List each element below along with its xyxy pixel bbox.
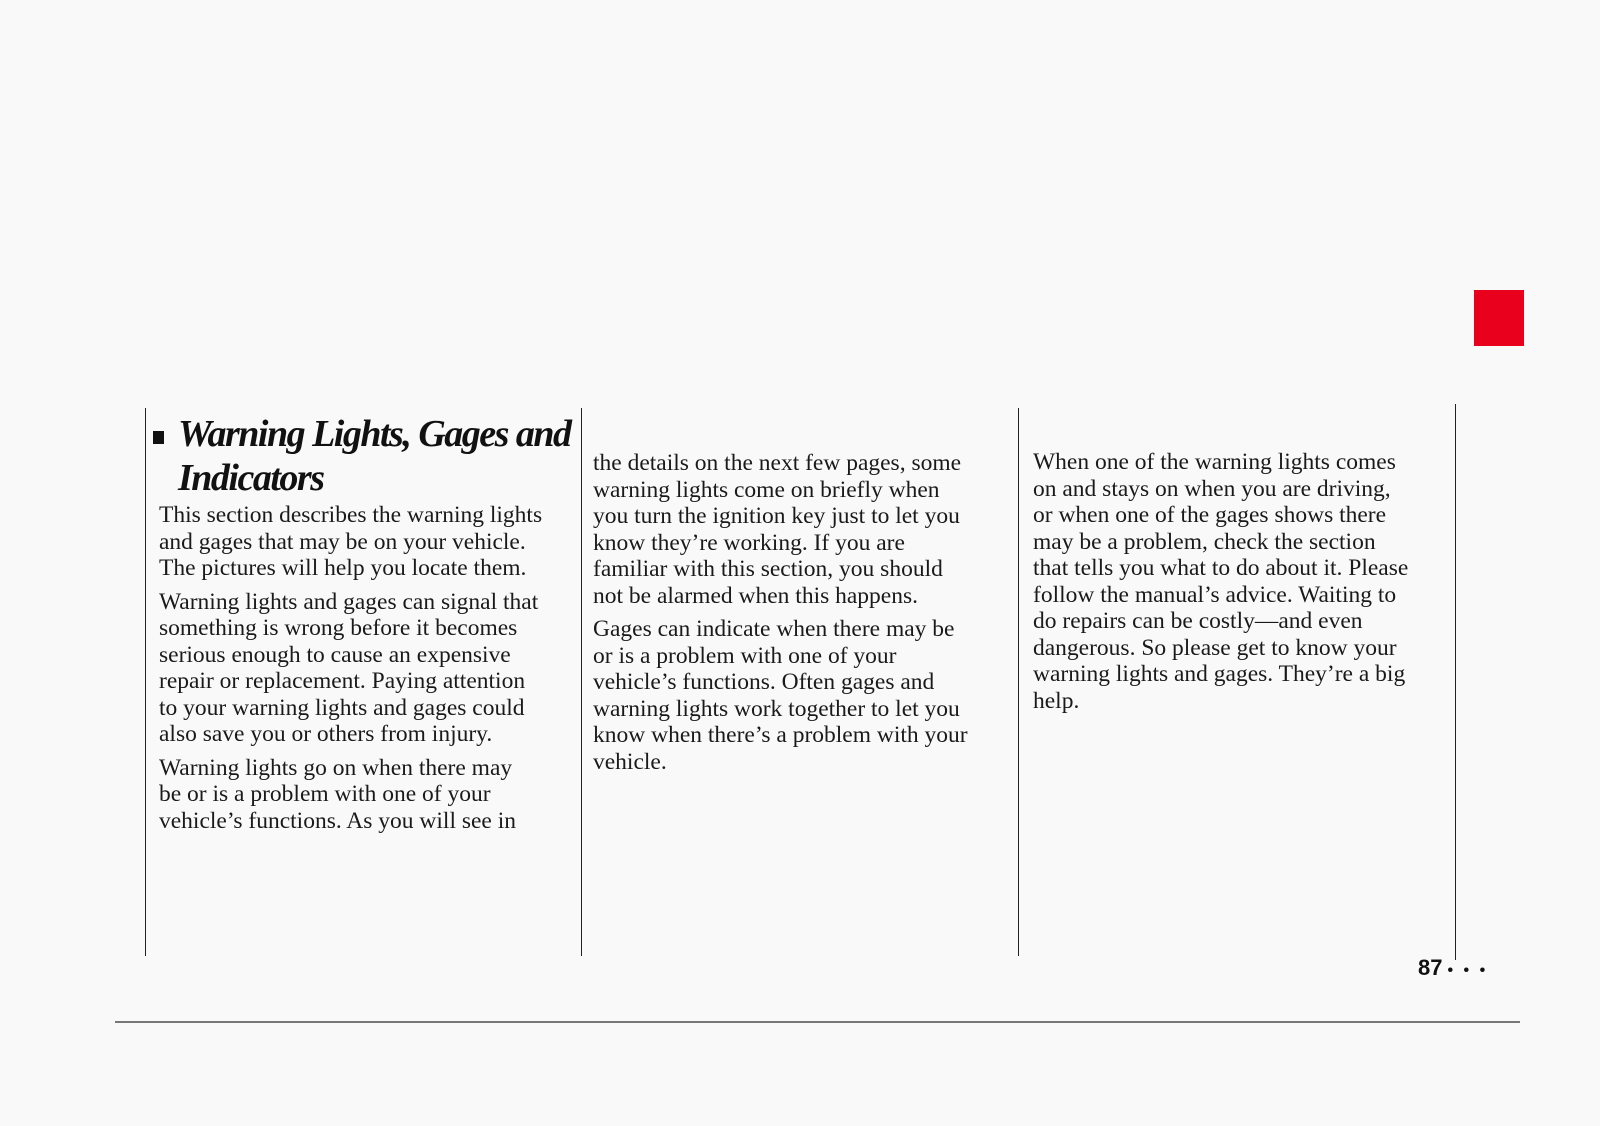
paragraph: Warning lights and gages can signal that something is wrong before it becomes serious enough to cause an expensive repair or replacement. Paying attention to your warning lights and gages could also save you or others from injury. bbox=[159, 588, 539, 747]
paragraph: When one of the warning lights comes on and stays on when you are driving, or when one of the gages shows there may be a problem, check the section that tells you what to do about it. Please follow the manual’s advice. Waiting to do repairs can be costly—and even dangerous. So please get to know your warning lights and gages. They’re a big help. bbox=[1033, 449, 1409, 714]
text-column-1 bbox=[159, 502, 569, 841]
section-heading-text: Warning Lights, Gages and Indicators bbox=[178, 413, 571, 499]
section-tab-marker bbox=[1474, 290, 1524, 346]
text-column-3 bbox=[1033, 449, 1443, 721]
text-column-2 bbox=[593, 450, 1003, 782]
page-number-value: 87 bbox=[1418, 955, 1443, 980]
column-divider bbox=[145, 408, 146, 956]
column-divider bbox=[1018, 408, 1019, 956]
paragraph: Warning lights go on when there may be or is a problem with one of your vehicle’s functions. As you will see in bbox=[159, 754, 517, 834]
paragraph: the details on the next few pages, some warning lights come on briefly when you turn the ignition key just to let you know they’re working. If you are familiar with this section, you should not be alarmed when this happens. bbox=[593, 450, 962, 609]
footer-rule bbox=[115, 1021, 1520, 1023]
page-number-dots: • • • bbox=[1447, 962, 1489, 979]
square-bullet-icon bbox=[153, 431, 164, 444]
page-number bbox=[1418, 955, 1488, 981]
section-heading bbox=[153, 412, 583, 500]
column-divider bbox=[1455, 404, 1456, 960]
paragraph: Gages can indicate when there may be or is a problem with one of your vehicle’s functions. Often gages and warning lights work together to let you know when there’s a problem with your vehicle. bbox=[593, 616, 968, 775]
paragraph: This section describes the warning lights and gages that may be on your vehicle. The pictures will help you locate them. bbox=[159, 502, 543, 581]
